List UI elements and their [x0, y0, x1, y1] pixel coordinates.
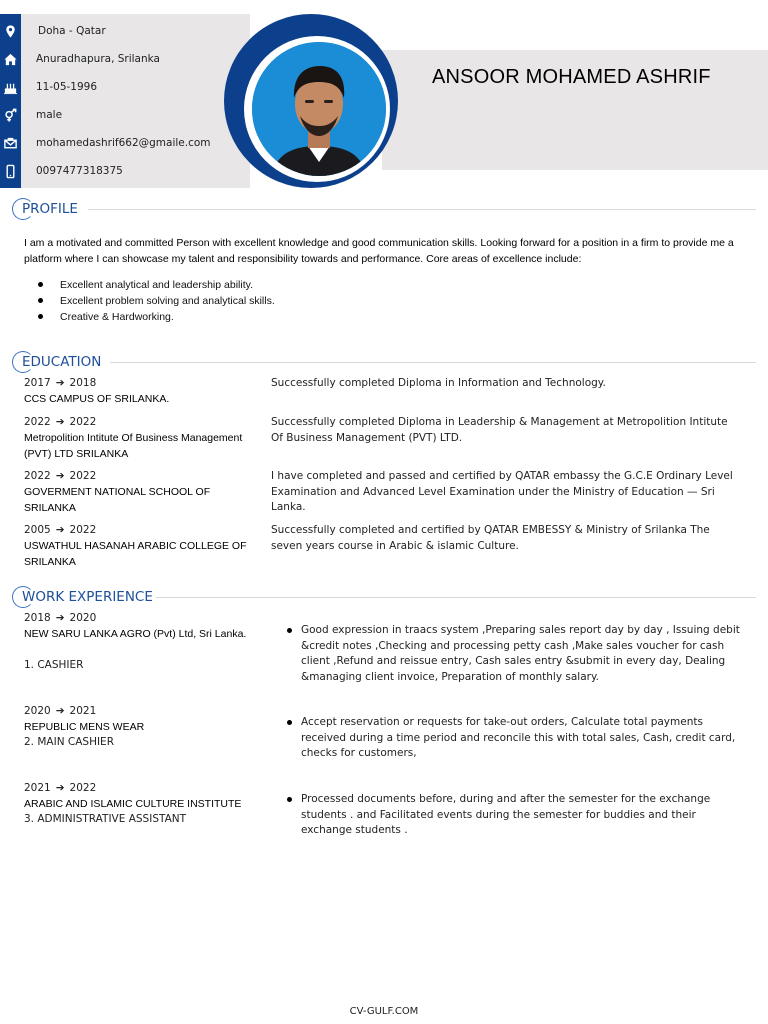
heading-rule [156, 597, 756, 598]
work-role-1: 2. MAIN CASHIER [24, 736, 114, 748]
location-pin-icon [3, 24, 18, 39]
education-desc-3: Successfully completed and certified by QATAR EMBESSY & Ministry of Srilanka The seven years course in Arabic & islamic Culture. [271, 524, 710, 552]
bullet-dot [287, 797, 292, 802]
education-title-0: CCS CAMPUS OF SRILANKA. [24, 393, 170, 405]
work-desc-2: Processed documents before, during and after the semester for the exchange students . and Facilitated events during the semester for buddies and their exchange students . [287, 792, 745, 839]
birthday-cake-icon [3, 80, 18, 95]
contact-location [0, 21, 250, 43]
email-icon [3, 136, 18, 151]
contact-panel [0, 14, 250, 188]
contact-gender [0, 105, 250, 127]
bullet-dot [287, 628, 292, 633]
person-avatar-icon [252, 42, 386, 176]
contact-birthday-text: 11-05-1996 [36, 81, 98, 93]
profile-photo [252, 42, 386, 176]
header [0, 14, 768, 188]
education-title-3: USWATHUL HASANAH ARABIC COLLEGE OF SRILANKA [24, 540, 247, 568]
education-date-3: 2005 ➔ 2022 [24, 524, 97, 536]
arrow-right-icon: ➔ [55, 470, 65, 482]
work-heading [12, 586, 756, 608]
contact-birthday [0, 77, 250, 99]
heading-rule [110, 362, 756, 363]
full-name: ANSOOR MOHAMED ASHRIF [432, 66, 711, 88]
profile-heading [12, 198, 756, 220]
contact-email[interactable] [0, 133, 250, 155]
contact-location-text: Doha - Qatar [38, 25, 106, 37]
mobile-phone-icon [3, 164, 18, 179]
education-title-2: GOVERMENT NATIONAL SCHOOL OF SRILANKA [24, 486, 211, 514]
arrow-right-icon: ➔ [55, 705, 65, 717]
profile-heading-label: PROFILE [22, 201, 78, 217]
work-date-1: 2020 ➔ 2021 [24, 705, 97, 717]
list-item: Excellent analytical and leadership ability. [38, 277, 275, 293]
gender-icon [3, 108, 18, 123]
education-heading [12, 351, 756, 373]
arrow-right-icon: ➔ [55, 612, 65, 624]
education-date-2: 2022 ➔ 2022 [24, 470, 97, 482]
arrow-right-icon: ➔ [55, 782, 65, 794]
bullet-dot [287, 720, 292, 725]
work-desc-1: Accept reservation or requests for take-out orders, Calculate total payments received during a time period and reconcile this with total sales, Cash, credit card, checks for customers, [287, 715, 745, 762]
contact-email-text[interactable]: mohamedashrif662@gmaile.com [36, 137, 211, 149]
heading-rule [88, 209, 756, 210]
work-role-0: 1. CASHIER [24, 659, 84, 671]
work-date-0: 2018 ➔ 2020 [24, 612, 97, 624]
contact-phone-text[interactable]: 0097477318375 [36, 165, 123, 177]
home-icon [3, 52, 18, 67]
arrow-right-icon: ➔ [55, 524, 65, 536]
contact-gender-text: male [36, 109, 63, 121]
work-date-2: 2021 ➔ 2022 [24, 782, 97, 794]
contact-home-text: Anuradhapura, Srilanka [36, 53, 160, 65]
education-date-0: 2017 ➔ 2018 [24, 377, 97, 389]
work-heading-label: WORK EXPERIENCE [22, 589, 153, 605]
education-desc-1: Successfully completed Diploma in Leadership & Management at Metropolition Intitute Of Business Management (PVT) LTD. [271, 416, 728, 444]
work-title-1: REPUBLIC MENS WEAR [24, 721, 145, 733]
footer-site: CV-GULF.COM [349, 1006, 419, 1017]
work-role-2: 3. ADMINISTRATIVE ASSISTANT [24, 813, 187, 825]
list-item: Excellent problem solving and analytical skills. [38, 293, 275, 309]
profile-bullets [38, 277, 275, 325]
education-title-1: Metropolition Intitute Of Business Management (PVT) LTD SRILANKA [24, 432, 243, 460]
education-desc-0: Successfully completed Diploma in Information and Technology. [271, 377, 606, 389]
work-title-0: NEW SARU LANKA AGRO (Pvt) Ltd, Sri Lanka. [24, 628, 247, 640]
education-date-1: 2022 ➔ 2022 [24, 416, 97, 428]
contact-phone[interactable] [0, 161, 250, 183]
list-item: Creative & Hardworking. [38, 309, 275, 325]
arrow-right-icon: ➔ [55, 377, 65, 389]
profile-text: I am a motivated and committed Person with excellent knowledge and good communication skills. Looking forward for a position in a firm to provide me a platform where I can showcase my talent and responsibility towards and performance. Core areas of excellence include: [24, 237, 734, 265]
education-heading-label: EDUCATION [22, 354, 102, 370]
education-desc-2: I have completed and passed and certified by QATAR embassy the G.C.E Ordinary Level Examination and Advanced Level Examination under the Ministry of Education — Sri Lanka. [271, 470, 733, 513]
work-desc-0: Good expression in traacs system ,Preparing sales report day by day , Issuing debit &credit notes ,Checking and processing petty cash ,Make sales voucher for cash client ,Refund and reissue entry, Cash sales entry &submit in every day, Dealing &managing client invoice, Preparation of monthly salary. [287, 623, 745, 685]
work-title-2: ARABIC AND ISLAMIC CULTURE INSTITUTE [24, 798, 242, 810]
contact-home [0, 49, 250, 71]
arrow-right-icon: ➔ [55, 416, 65, 428]
